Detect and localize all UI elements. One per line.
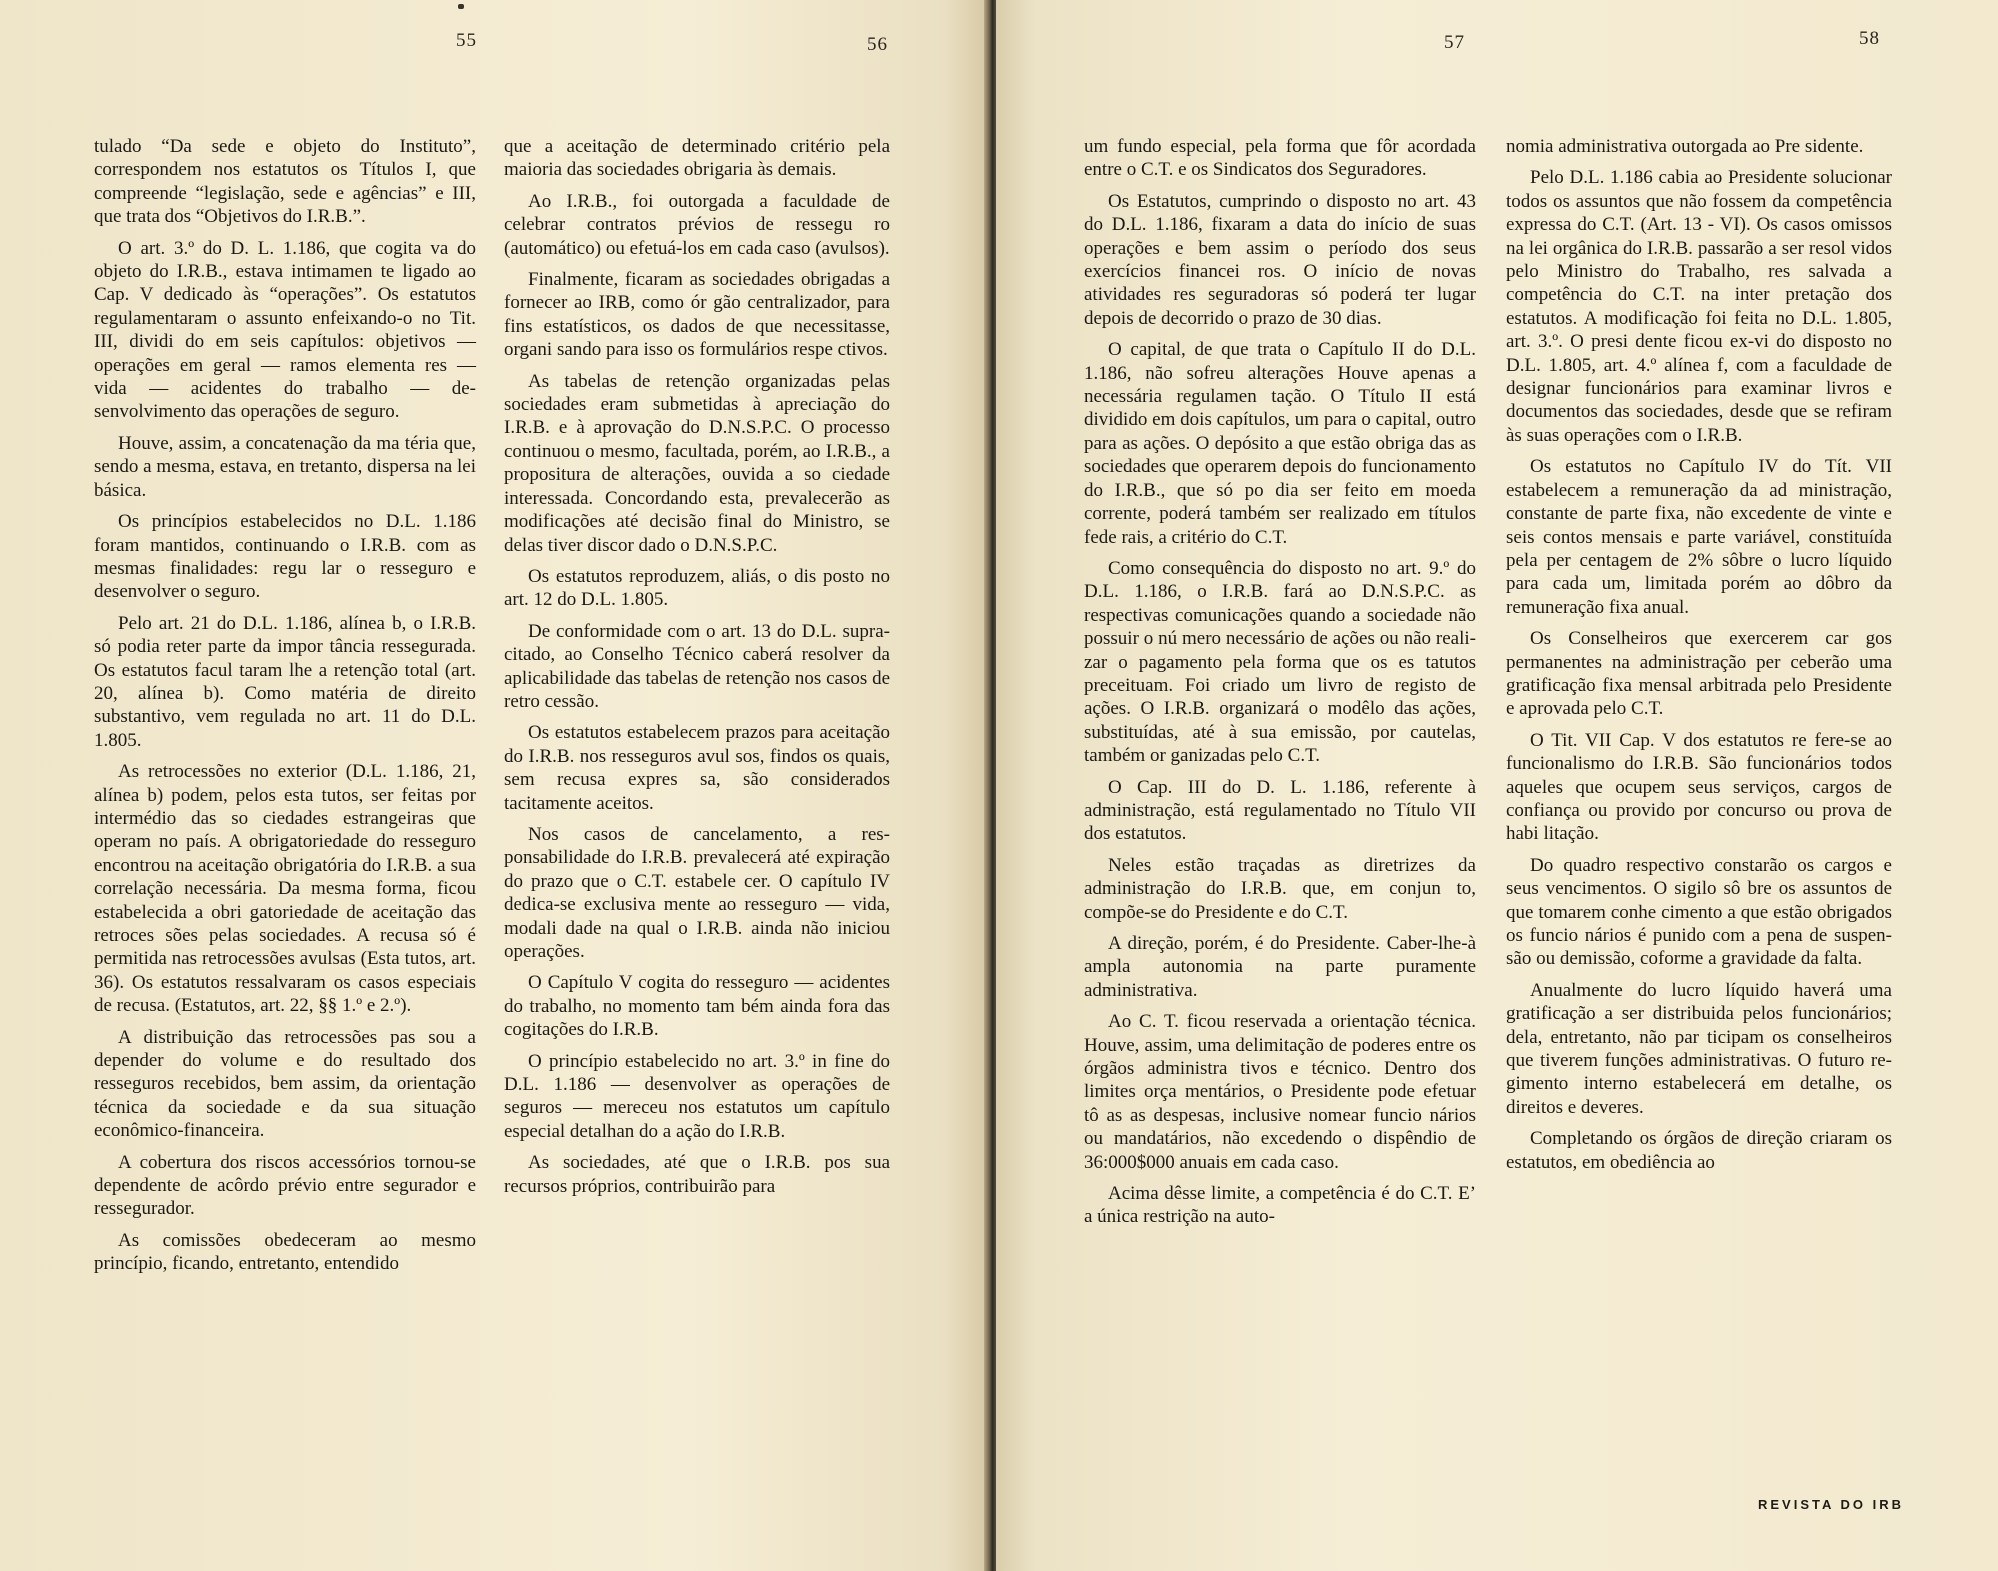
paragraph: O art. 3.º do D. L. 1.186, que cogita va do objeto do I.R.B., estava intimamen te ligado ao Cap. V dedicado às “operações”. Os estatutos regulamentaram o assunto enfeixando-o no Tit. III, dividi do em seis capítulos: objetivos — operações em geral — ramos elementa res — vida — acidentes do trabalho — de senvolvimento das operações de seguro.	[94, 237, 476, 423]
page-number-56: 56	[867, 34, 888, 55]
column-page-55	[94, 135, 476, 1284]
paragraph: Os estatutos reproduzem, aliás, o dis posto no art. 12 do D.L. 1.805.	[504, 565, 890, 611]
right-page	[996, 0, 1998, 1571]
paragraph: Do quadro respectivo constarão os cargos e seus vencimentos. O sigilo sô bre os assuntos de que tomarem conhe cimento a que estão obrigados os funcio nários é punido com a pena de suspen são ou demissão, coforme a gravidade da falta.	[1506, 854, 1892, 970]
paragraph: A distribuição das retrocessões pas sou a depender do volume e do resultado dos resseguros recebidos, bem assim, da orientação técnica da sociedade e da sua situação econômico-financeira.	[94, 1026, 476, 1142]
page-number-57: 57	[1444, 32, 1465, 53]
paragraph: As tabelas de retenção organizadas pelas sociedades eram submetidas à apreciação do I.R.B. e à aprovação do D.N.S.P.C. O processo continuou o mesmo, facultada, porém, ao I.R.B., a propositura de alterações, ouvida a so ciedade interessada. Concordando esta, prevalecerão as modificações até decisão final do Ministro, se delas tiver discor dado o D.N.S.P.C.	[504, 370, 890, 556]
paragraph: um fundo especial, pela forma que fôr acordada entre o C.T. e os Sindicatos dos Seguradores.	[1084, 136, 1476, 181]
paragraph: A direção, porém, é do Presidente. Caber-lhe-à ampla autonomia na parte puramente administrativa.	[1084, 933, 1476, 1001]
paragraph: Os estatutos no Capítulo IV do Tít. VII estabelecem a remuneração da ad ministração, constante de parte fixa, não excedente de vinte e seis contos mensais e parte variável, constituída pela per centagem de 2% sôbre o lucro líquido para cada um, limitada porém ao dôbro da remuneração fixa anual.	[1506, 456, 1892, 618]
paragraph: O Cap. III do D. L. 1.186, referente à administração, está regulamentado no Título VII dos estatutos.	[1084, 776, 1476, 845]
paragraph: Nos casos de cancelamento, a res ponsabilidade do I.R.B. prevalecerá até expiração do prazo que o C.T. estabele cer. O capítulo IV dedica-se exclusiva mente ao resseguro — vida, modali dade na qual o I.R.B. ainda não iniciou operações.	[504, 823, 890, 962]
paragraph: Anualmente do lucro líquido haverá uma gratificação a ser distribuida pelos funcionários; dela, entretanto, não par ticipam os conselheiros que tiverem funções administrativas. O futuro re gimento interno estabelecerá em detalhe, os direitos e deveres.	[1506, 979, 1892, 1118]
paragraph: Finalmente, ficaram as sociedades obrigadas a fornecer ao IRB, como ór gão centralizador, para fins estatísticos, os dados de que necessitasse, organi sando para isso os formulários respe ctivos.	[504, 269, 890, 361]
column-page-56	[504, 135, 890, 1206]
magazine-footer: REVISTA DO IRB	[1758, 1497, 1905, 1512]
paragraph: que a aceitação de determinado critério pela maioria das sociedades obrigaria às demais.	[504, 136, 890, 181]
book-gutter	[984, 0, 996, 1571]
page-number-55: 55	[456, 30, 477, 51]
paragraph: Os princípios estabelecidos no D.L. 1.186 foram mantidos, continuando o I.R.B. com as mesmas finalidades: regu lar o resseguro e desenvolver o seguro.	[94, 511, 476, 603]
paragraph: As retrocessões no exterior (D.L. 1.186, 21, alínea b) podem, pelos esta tutos, ser feitas por intermédio das so ciedades estrangeiras que operam no país. A obrigatoriedade do resseguro encontrou na aceitação obrigatória do I.R.B. a sua correlação necessária. Da mesma forma, ficou estabelecida a obri gatoriedade de aceitação das retroces sões pelas sociedades. A recusa só é permitida nas retrocessões avulsas (Esta tutos, art. 36). Os estatutos ressalvaram os casos especiais de recusa. (Estatutos, art. 22, §§ 1.º e 2.º).	[94, 761, 476, 1017]
left-page	[0, 0, 984, 1571]
paragraph: De conformidade com o art. 13 do D.L. supra-citado, ao Conselho Técnico caberá resolver da aplicabilidade das tabelas de retenção nos casos de retro cessão.	[504, 620, 890, 712]
paragraph: O Tit. VII Cap. V dos estatutos re fere-se ao funcionalismo do I.R.B. São funcionários todos aqueles que ocupem seus serviços, cargos de confiança ou provido por concurso ou prova de habi litação.	[1506, 729, 1892, 845]
paragraph: Pelo D.L. 1.186 cabia ao Presidente solucionar todos os assuntos que não fossem da competência expressa do C.T. (Art. 13 - VI). Os casos omissos na lei orgânica do I.R.B. passarão a ser resol vidos pelo Ministro do Trabalho, res salvada a competência do C.T. na inter pretação dos estatutos. A modificação foi feita no D.L. 1.805, art. 3.º. O presi dente ficou ex-vi do disposto no D.L. 1.805, art. 4.º alínea f, com a faculdade de designar funcionários para examinar livros e documentos das sociedades, desde que se refiram às suas operações com o I.R.B.	[1506, 167, 1892, 446]
paragraph: Neles estão traçadas as diretrizes da administração do I.R.B. que, em conjun to, compõe-se do Presidente e do C.T.	[1084, 854, 1476, 923]
column-page-58	[1506, 135, 1892, 1182]
paragraph: A cobertura dos riscos accessórios tornou-se dependente de acôrdo prévio entre segurador e ressegurador.	[94, 1151, 476, 1220]
paragraph: Os Estatutos, cumprindo o disposto no art. 43 do D.L. 1.186, fixaram a data do início de suas operações e bem assim o período dos seus exercícios financei ros. O início de novas atividades res seguradoras só poderá ter lugar depois de decorrido o prazo de 30 dias.	[1084, 190, 1476, 329]
paragraph: Acima dêsse limite, a competência é do C.T. E’ a única restrição na auto-	[1084, 1183, 1476, 1228]
paragraph: tulado “Da sede e objeto do Instituto”, correspondem nos estatutos os Títulos I, que compreende “legislação, sede e agências” e III, que trata dos “Objetivos do I.R.B.”.	[94, 136, 476, 228]
paragraph: As sociedades, até que o I.R.B. pos sua recursos próprios, contribuirão para	[504, 1152, 890, 1197]
paragraph: As comissões obedeceram ao mesmo princípio, ficando, entretanto, entendido	[94, 1229, 476, 1275]
paragraph: Ao C. T. ficou reservada a orientação técnica. Houve, assim, uma delimitação de poderes entre os órgãos administra tivos e técnico. Dentro dos limites orça mentários, o Presidente pode efetuar tô as as despesas, inclusive nomear funcio nários ou mandatários, não excedendo o dispêndio de 36:000$000 anuais em cada caso.	[1084, 1011, 1476, 1173]
paragraph: O capital, de que trata o Capítulo II do D.L. 1.186, não sofreu alterações Houve apenas a necessária regulamen tação. O Título II está dividido em dois capítulos, um para o capital, outro para as ações. O depósito a que estão obriga das as sociedades que operarem depois do funcionamento do I.R.B., que só po dia ser feito em moeda corrente, poderá também ser realizado em títulos fede rais, a critério do C.T.	[1084, 339, 1476, 548]
column-page-57	[1084, 135, 1476, 1237]
paragraph: Ao I.R.B., foi outorgada a faculdade de celebrar contratos prévios de ressegu ro (automático) ou efetuá-los em cada caso (avulsos).	[504, 190, 890, 259]
paragraph: Completando os órgãos de direção criaram os estatutos, em obediência ao	[1506, 1128, 1892, 1173]
paragraph: O Capítulo V cogita do resseguro — acidentes do trabalho, no momento tam bém ainda fora das cogitações do I.R.B.	[504, 972, 890, 1041]
paragraph: O princípio estabelecido no art. 3.º in fine do D.L. 1.186 — desenvolver as operações de seguros — mereceu nos estatutos um capítulo especial detalhan do a ação do I.R.B.	[504, 1050, 890, 1142]
paragraph: Os estatutos estabelecem prazos para aceitação do I.R.B. nos resseguros avul sos, findos os quais, sem recusa expres sa, são considerados tacitamente aceitos.	[504, 722, 890, 814]
ink-speck	[458, 4, 464, 9]
paragraph: nomia administrativa outorgada ao Pre sidente.	[1506, 136, 1864, 157]
paragraph: Os Conselheiros que exercerem car gos permanentes na administração per ceberão uma gratificação fixa mensal arbitrada pelo Presidente e aprovada pelo C.T.	[1506, 628, 1892, 720]
paragraph: Pelo art. 21 do D.L. 1.186, alínea b, o I.R.B. só podia reter parte da impor tância ressegurada. Os estatutos facul taram lhe a retenção total (art. 20, alínea b). Como matéria de direito substantivo, vem regulada no art. 11 do D.L. 1.805.	[94, 612, 476, 751]
paragraph: Como consequência do disposto no art. 9.º do D.L. 1.186, o I.R.B. fará ao D.N.S.P.C. as respectivas comunicações quando a sociedade não possuir o nú mero necessário de ações ou não reali zar o pagamento pela forma que os es tatutos preceituam. Foi criado um livro de registo de ações. O I.R.B. organizará o modêlo das ações, substituídas, até à sua emissão, por cautelas, também or ganizadas pelo C.T.	[1084, 557, 1476, 767]
paragraph: Houve, assim, a concatenação da ma téria que, sendo a mesma, estava, en tretanto, dispersa na lei básica.	[94, 432, 476, 501]
page-number-58: 58	[1859, 28, 1880, 49]
